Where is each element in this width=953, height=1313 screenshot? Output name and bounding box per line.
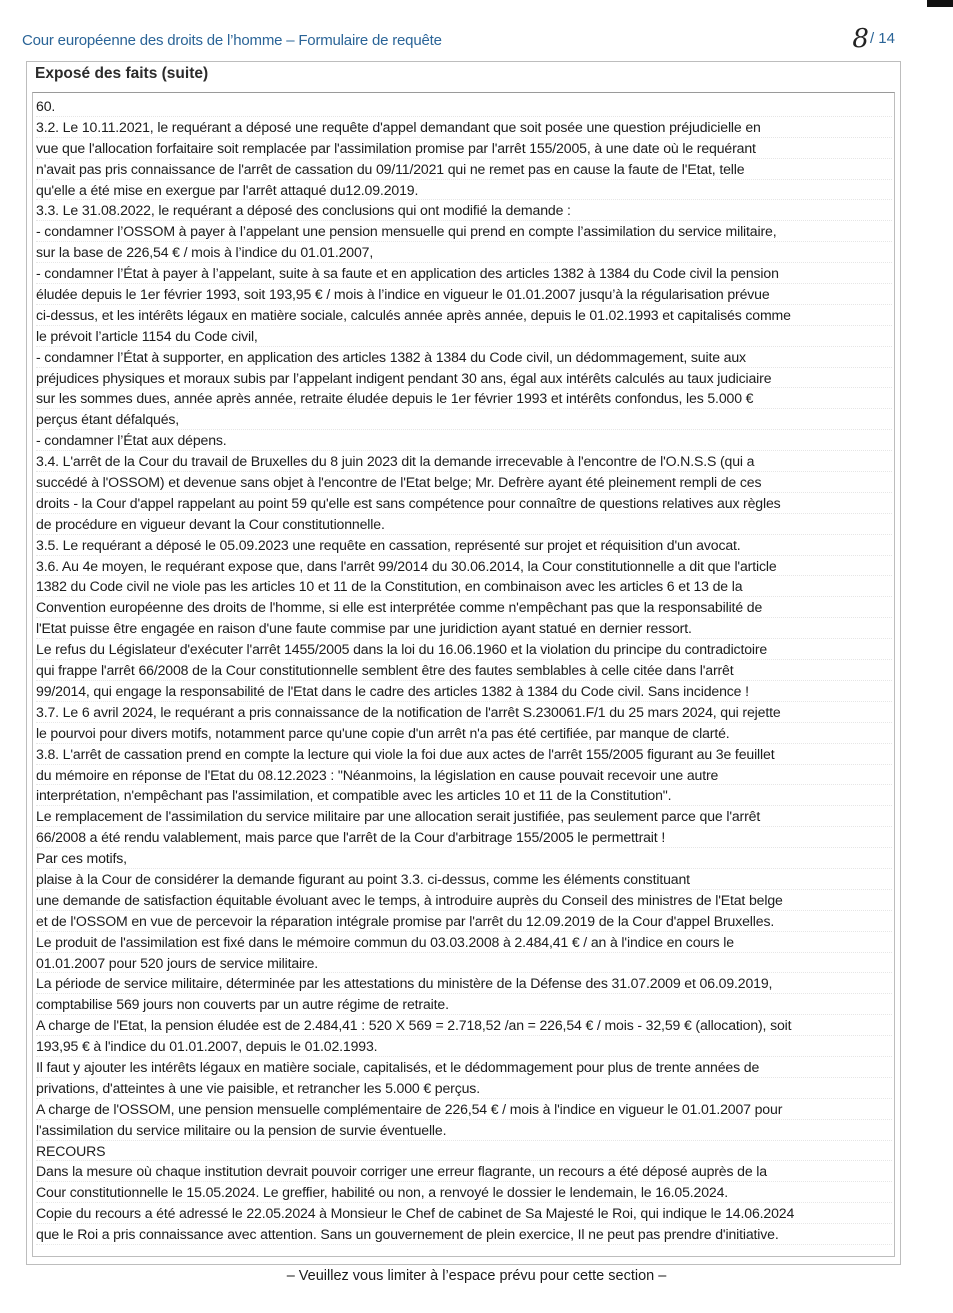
text-line: privations, d'atteintes à une vie paisible, et retrancher les 5.000 € perçus. [36,1078,892,1099]
text-line: 3.4. L'arrêt de la Cour du travail de Bruxelles du 8 juin 2023 dit la demande irrecevable à l'encontre de l'O.N.S.S (qui a [36,451,892,472]
text-line: qu'elle a été mise en exergue par l'arrêt attaqué du12.09.2019. [36,180,892,201]
text-line: le pourvoi pour divers motifs, notamment parce qu'une copie d'un arrêt n'a pas été certifiée, par manque de clarté. [36,723,892,744]
text-line: du mémoire en réponse de l'Etat du 08.12.2023 : "Néanmoins, la législation en cause pouvait recevoir une autre [36,765,892,786]
text-line: Le remplacement de l'assimilation du service militaire par une allocation serait justifiée, pas seulement parce que l'arrêt [36,806,892,827]
text-line: une demande de satisfaction équitable évoluant avec le temps, à introduire auprès du Conseil des ministres de l'Etat belge [36,890,892,911]
text-line: 3.7. Le 6 avril 2024, le requérant a pris connaissance de la notification de l'arrêt S.230061.F/1 du 25 mars 2024, qui rejette [36,702,892,723]
text-line: - condamner l’État à supporter, en application des articles 1382 à 1384 du Code civil, un dédommagement, suite aux [36,347,892,368]
section-title: Exposé des faits (suite) [35,65,209,82]
text-line: Il faut y ajouter les intérêts légaux en matière sociale, capitalisés, et le dédommagement pour plus de trente années de [36,1057,892,1078]
text-line: 193,95 € à l'indice du 01.01.2007, depuis le 01.02.1993. [36,1036,892,1057]
scan-artifact-mark [927,0,953,7]
form-title: Cour européenne des droits de l’homme – Formulaire de requête [22,32,442,49]
text-line: préjudices physiques et moraux subis par l’appelant indigent pendant 30 ans, égal aux intérêts calculés au taux judiciaire [36,368,892,389]
text-line: 1382 du Code civil ne viole pas les articles 10 et 11 de la Constitution, en combinaison avec les articles 6 et 13 de la [36,576,892,597]
text-line: sur les sommes dues, année après année, retraite éludée depuis le 1er février 1993 et intérêts confondus, les 5.000 € [36,388,892,409]
text-line: 01.01.2007 pour 520 jours de service militaire. [36,953,892,974]
text-line: comptabilise 569 jours non couverts par un autre régime de retraite. [36,994,892,1015]
text-line: 99/2014, qui engage la responsabilité de l'Etat dans le cadre des articles 1382 à 1384 du Code civil. Sans incidence ! [36,681,892,702]
text-line: n'avait pas pris connaissance de l'arrêt de cassation du 09/11/2021 qui ne remet pas en cause la faute de l'Etat, telle [36,159,892,180]
text-line: Convention européenne des droits de l'homme, si elle est interprétée comme n'empêchant pas que la responsabilité de [36,597,892,618]
text-line: RECOURS [36,1141,892,1162]
text-line: 66/2008 a été rendu valablement, mais parce que l'arrêt de la Cour d'arbitrage 155/2005 le permettrait ! [36,827,892,848]
text-line: ci-dessus, et les intérêts légaux en matière sociale, calculés année après année, depuis le 01.02.1993 et capitalisés comme [36,305,892,326]
text-line: 60. [36,96,892,117]
text-field-box[interactable] [32,92,895,1257]
text-line: interprétation, n'empêchant pas l'assimilation, et compatible avec les articles 10 et 11 de la Constitution". [36,785,892,806]
text-line: Le produit de l'assimilation est fixé dans le mémoire commun du 03.03.2008 à 2.484,41 € / an à l'indice en cours le [36,932,892,953]
text-line: Dans la mesure où chaque institution devrait pouvoir corriger une erreur flagrante, un recours a été déposé auprès de la [36,1161,892,1182]
text-line: La période de service militaire, déterminée par les attestations du ministère de la Défense des 31.07.2009 et 06.09.2019, [36,973,892,994]
page-total: / 14 [869,30,895,47]
page-number [852,26,895,52]
facts-text [36,96,892,1245]
text-line: 3.8. L'arrêt de cassation prend en compte la lecture qui viole la foi due aux actes de l'arrêt 155/2005 figurant au 3e feuillet [36,744,892,765]
text-line: éludée depuis le 1er février 1993, soit 193,95 € / mois à l’indice en vigueur le 01.01.2007 jusqu’à la régularisation prévue [36,284,892,305]
page-header [22,24,895,54]
text-line: plaise à la Cour de considérer la demande figurant au point 3.3. ci-dessus, comme les éléments constituant [36,869,892,890]
text-line: droits - la Cour d'appel rappelant au point 59 qu'elle est sans compétence pour connaître de questions relatives aux règles [36,493,892,514]
text-line: l'Etat puisse être engagée en raison d'une faute commise par une juridiction ayant statué en dernier ressort. [36,618,892,639]
text-line: 3.5. Le requérant a déposé le 05.09.2023 une requête en cassation, représenté sur projet et réquisition d'un avocat. [36,535,892,556]
text-line: 3.2. Le 10.11.2021, le requérant a déposé une requête d'appel demandant que soit posée une question préjudicielle en [36,117,892,138]
text-line: - condamner l’OSSOM à payer à l’appelant une pension mensuelle qui prend en compte l’assimilation du service militaire, [36,221,892,242]
text-line: succédé à l'OSSOM) et devenue sans objet à l'encontre de l'Etat belge; Mr. Defrère ayant été pleinement rempli de ces [36,472,892,493]
text-line: de procédure en vigueur devant la Cour constitutionnelle. [36,514,892,535]
section-box [26,61,901,1265]
text-line: - condamner l’État à payer à l’appelant, suite à sa faute et en application des articles 1382 à 1384 du Code civil la pension [36,263,892,284]
text-line: perçus étant défalqués, [36,409,892,430]
text-line: le prévoit l’article 1154 du Code civil, [36,326,892,347]
text-line: Par ces motifs, [36,848,892,869]
text-line: Le refus du Législateur d'exécuter l'arrêt 1455/2005 dans la loi du 16.06.1960 et la violation du principe du contradictoire [36,639,892,660]
text-line: qui frappe l'arrêt 66/2008 de la Cour constitutionnelle semblent être des fautes semblables à celle citée dans l'arrêt [36,660,892,681]
text-line: A charge de l'OSSOM, une pension mensuelle complémentaire de 226,54 € / mois à l'indice en vigueur le 01.01.2007 pour [36,1099,892,1120]
text-line: et de l'OSSOM en vue de percevoir la réparation intégrale promise par l'arrêt du 12.09.2019 de la Cour d'appel Bruxelles. [36,911,892,932]
text-line: 3.6. Au 4e moyen, le requérant expose que, dans l'arrêt 99/2014 du 30.06.2014, la Cour constitutionnelle a dit que l'article [36,556,892,577]
text-line: l'assimilation du service militaire ou la pension de survie éventuelle. [36,1120,892,1141]
text-line: A charge de l'Etat, la pension éludée est de 2.484,41 : 520 X 569 = 2.718,52 /an = 226,54 € / mois - 32,59 € (allocation), soit [36,1015,892,1036]
text-line: Cour constitutionnelle le 15.05.2024. Le greffier, habilité ou non, a renvoyé le dossier le lendemain, le 16.05.2024. [36,1182,892,1203]
space-limit-note: – Veuillez vous limiter à l’espace prévu pour cette section – [286,1268,667,1284]
text-line: Copie du recours a été adressé le 22.05.2024 à Monsieur le Chef de cabinet de Sa Majesté le Roi, qui indique le 14.06.2024 [36,1203,892,1224]
text-line: vue que l'allocation forfaitaire soit remplacée par l'assimilation promise par l'arrêt 155/2005, à une date où le requérant [36,138,892,159]
text-line: sur la base de 226,54 € / mois à l’indice du 01.01.2007, [36,242,892,263]
text-line: que le Roi a pris connaissance avec attention. Sans un gouvernement de plein exercice, Il ne peut pas prendre d'initiative. [36,1224,892,1245]
text-line: - condamner l’État aux dépens. [36,430,892,451]
handwritten-page-number: 8 [852,24,869,54]
text-line: 3.3. Le 31.08.2022, le requérant a déposé des conclusions qui ont modifié la demande : [36,200,892,221]
